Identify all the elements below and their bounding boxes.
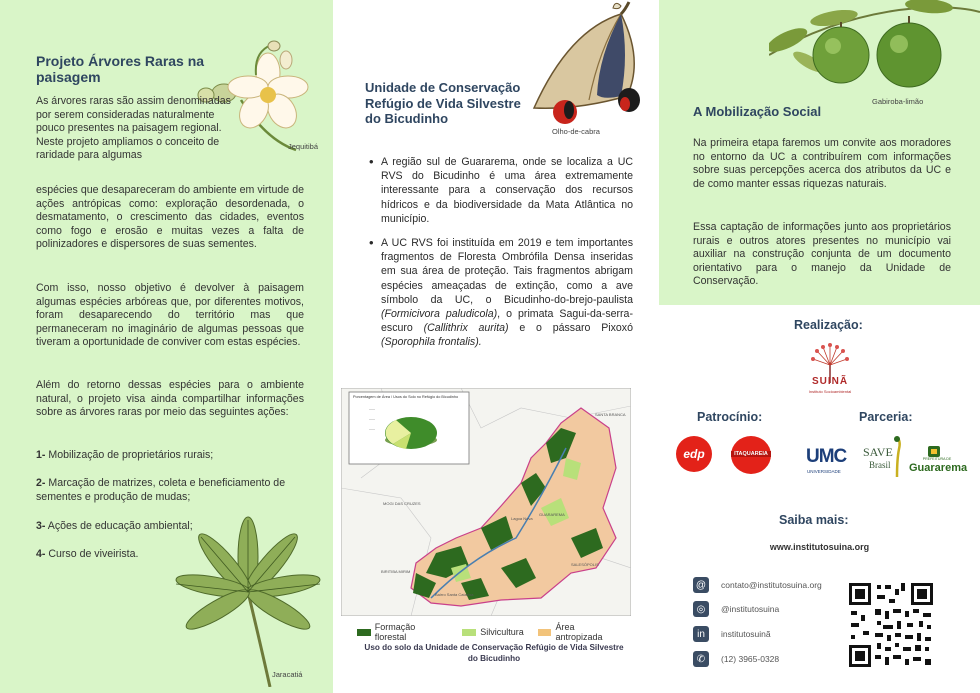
bullet-rvs-text-a: A UC RVS foi instituída em 2019 e tem importantes fragmentos de Floresta Ombrófila Densa inseridas em sua área de proteção. Tais fragmentos abrigam espécies ameaçadas de extinção, como a ave símbolo da UC, o Bicudinho-do-brejo-paulista bbox=[381, 237, 633, 306]
guararema-sub: PREFEITURA DE bbox=[922, 457, 952, 461]
project-title: Projeto Árvores Raras na paisagem bbox=[36, 53, 205, 85]
action-text: Mobilização de proprietários rurais; bbox=[45, 449, 214, 461]
jaracatia-leaf-illustration bbox=[170, 512, 330, 687]
map-label: SANTA BRANCA bbox=[595, 412, 626, 417]
email-icon: @ bbox=[693, 577, 709, 593]
saiba-mais-label: Saiba mais: bbox=[779, 513, 849, 527]
phone-icon: ✆ bbox=[693, 651, 709, 667]
itaquareia-text: ITAQUAREIA bbox=[731, 451, 771, 457]
qr-code[interactable] bbox=[847, 581, 935, 669]
action-text: Marcação de matrizes, coleta e beneficiamento de sementes e produção de mudas; bbox=[36, 477, 286, 503]
caption-jaracatia: Jaracatiá bbox=[272, 670, 303, 679]
intro-continued: espécies que desapareceram do ambiente em virtude de ações antrópicas como: exploração desordenada, o desmatamento, o crescimento das cidades, eventos como fogo e erosão e muitas vezes a falta de polinizadores e dispersores de suas sementes. bbox=[36, 184, 304, 251]
save-logo: SAVE bbox=[863, 445, 893, 459]
bullet-rvs-text-c: e o pássaro Pixoxó bbox=[508, 322, 633, 335]
svg-text:——: —— bbox=[369, 427, 375, 431]
contact-text: contato@institutosuina.org bbox=[721, 580, 822, 590]
website-link[interactable]: www.institutosuina.org bbox=[769, 542, 870, 552]
contact-instagram[interactable] bbox=[693, 600, 843, 618]
contact-text: (12) 3965-0328 bbox=[721, 654, 780, 664]
mobilization-title: A Mobilização Social bbox=[693, 104, 822, 119]
legend-silvicultura bbox=[462, 622, 524, 642]
caption-gabiroba: Gabiroba-limão bbox=[872, 97, 924, 106]
action-text: Ações de educação ambiental; bbox=[45, 520, 193, 532]
legend-label: Silvicultura bbox=[480, 627, 524, 637]
map-label: GUARAREMA bbox=[539, 512, 565, 517]
contact-text: institutosuinã bbox=[721, 629, 771, 639]
legend-antropizada bbox=[538, 622, 623, 642]
guararema-logo: Guararema bbox=[909, 462, 968, 474]
bullet-rvs bbox=[381, 236, 633, 350]
map-label: Lagoa Nova bbox=[511, 516, 533, 521]
action-num: 2- bbox=[36, 477, 46, 489]
itaquareia-logo bbox=[731, 436, 771, 474]
linkedin-icon: in bbox=[693, 626, 709, 642]
uc-bullet-list bbox=[367, 155, 633, 360]
map-label: SALESÓPOLIS bbox=[571, 562, 599, 567]
map-label: MOGI DAS CRUZES bbox=[383, 501, 421, 506]
action-text: Curso de viveirista. bbox=[45, 548, 139, 560]
bullet-region: • A região sul de Guararema, onde se localiza a UC RVS do Bicudinho é uma área extremamente interessante para a conservação dos recursos hídricos e da biodiversidade da Mata Atlântica no município. bbox=[381, 155, 633, 226]
legend-forest bbox=[357, 622, 448, 642]
contact-email[interactable] bbox=[693, 576, 843, 594]
species-callithrix: (Callithrix aurita) bbox=[423, 322, 509, 335]
umc-logo: UMC bbox=[806, 446, 847, 467]
map-legend bbox=[357, 622, 637, 642]
svg-text:——: —— bbox=[369, 407, 375, 411]
contact-linkedin[interactable] bbox=[693, 625, 843, 643]
action-num: 4- bbox=[36, 548, 46, 560]
uc-title: Unidade de Conservação Refúgio de Vida Silvestre do Bicudinho bbox=[365, 80, 521, 126]
contact-text: @institutosuina bbox=[721, 604, 780, 614]
action-num: 3- bbox=[36, 520, 46, 532]
save-sub: Brasil bbox=[869, 460, 891, 470]
middle-panel bbox=[333, 0, 659, 693]
legend-swatch bbox=[357, 629, 371, 636]
map-label: BIRITIBA MIRIM bbox=[381, 569, 411, 574]
instagram-icon: ◎ bbox=[693, 601, 709, 617]
edp-logo: edp bbox=[676, 436, 712, 472]
bird-icon bbox=[891, 435, 903, 479]
olho-de-cabra-illustration bbox=[529, 0, 654, 130]
action-num: 1- bbox=[36, 449, 46, 461]
realizacao-label: Realização: bbox=[794, 318, 863, 332]
mobilization-p1: Na primeira etapa faremos um convite aos moradores no entorno da UC a contribuírem com informações sobre suas percepções acerca dos atributos da UC e de como manter essas riquezas naturais. bbox=[693, 137, 951, 190]
contact-phone[interactable] bbox=[693, 650, 843, 668]
action-2 bbox=[36, 477, 286, 504]
gabiroba-illustration bbox=[769, 0, 980, 98]
map-label: Bairro Santa Catarina bbox=[435, 592, 474, 597]
right-top-panel bbox=[659, 0, 980, 305]
legend-label: Formação florestal bbox=[374, 622, 416, 642]
actions-intro: Além do retorno dessas espécies para o ambiente natural, o projeto visa ainda compartilhar informações sobre as árvores raras por meio das seguintes ações: bbox=[36, 379, 304, 419]
map-caption: Uso do solo da Unidade de Conservação Refúgio de Vida Silvestre do Bicudinho bbox=[364, 643, 624, 663]
suina-sub: Instituto Socioambiental bbox=[808, 389, 852, 394]
species-formicivora: (Formicivora paludicola) bbox=[381, 308, 498, 321]
svg-text:——: —— bbox=[369, 417, 375, 421]
caption-olho-de-cabra: Olho-de-cabra bbox=[552, 127, 600, 136]
umc-sub: UNIVERSIDADE bbox=[807, 469, 841, 474]
left-panel bbox=[0, 0, 333, 693]
legend-label: Área antropizada bbox=[555, 622, 603, 642]
intro-text: As árvores raras são assim denominadas por serem consideradas naturalmente pouco presentes na paisagem regional. Neste projeto ampliamos o conceito de raridade para algumas bbox=[36, 95, 231, 162]
legend-swatch bbox=[538, 629, 552, 636]
land-use-map bbox=[341, 388, 631, 616]
species-sporophila: (Sporophila frontalis). bbox=[381, 336, 482, 349]
action-1 bbox=[36, 449, 286, 463]
mobilization-p2: Essa captação de informações junto aos proprietários rurais e outros atores presentes no município vai auxiliar na construção conjunta de um documento orientativo para o manejo da Unidade de Conservação. bbox=[693, 221, 951, 288]
bullet-rvs-text-b: , o primata Sagui-da-serra-escuro bbox=[381, 308, 633, 335]
objective-paragraph: Com isso, nosso objetivo é devolver à paisagem algumas espécies arbóreas que, por diferentes motivos, foram desaparecendo do território mas que permaneceram no imaginário de algumas pessoas que tiveram a oportunidade de conviver com estas espécies. bbox=[36, 282, 304, 349]
suina-name: SUINÃ bbox=[811, 376, 849, 387]
patrocinio-label: Patrocínio: bbox=[697, 410, 763, 424]
map-inset-title: Porcentagem de Área / Usos do Solo no Refúgio do Bicudinho bbox=[353, 395, 459, 399]
legend-swatch bbox=[462, 629, 476, 636]
parceria-label: Parceria: bbox=[859, 410, 913, 424]
caption-jequitiba: Jequitibá bbox=[288, 142, 319, 151]
